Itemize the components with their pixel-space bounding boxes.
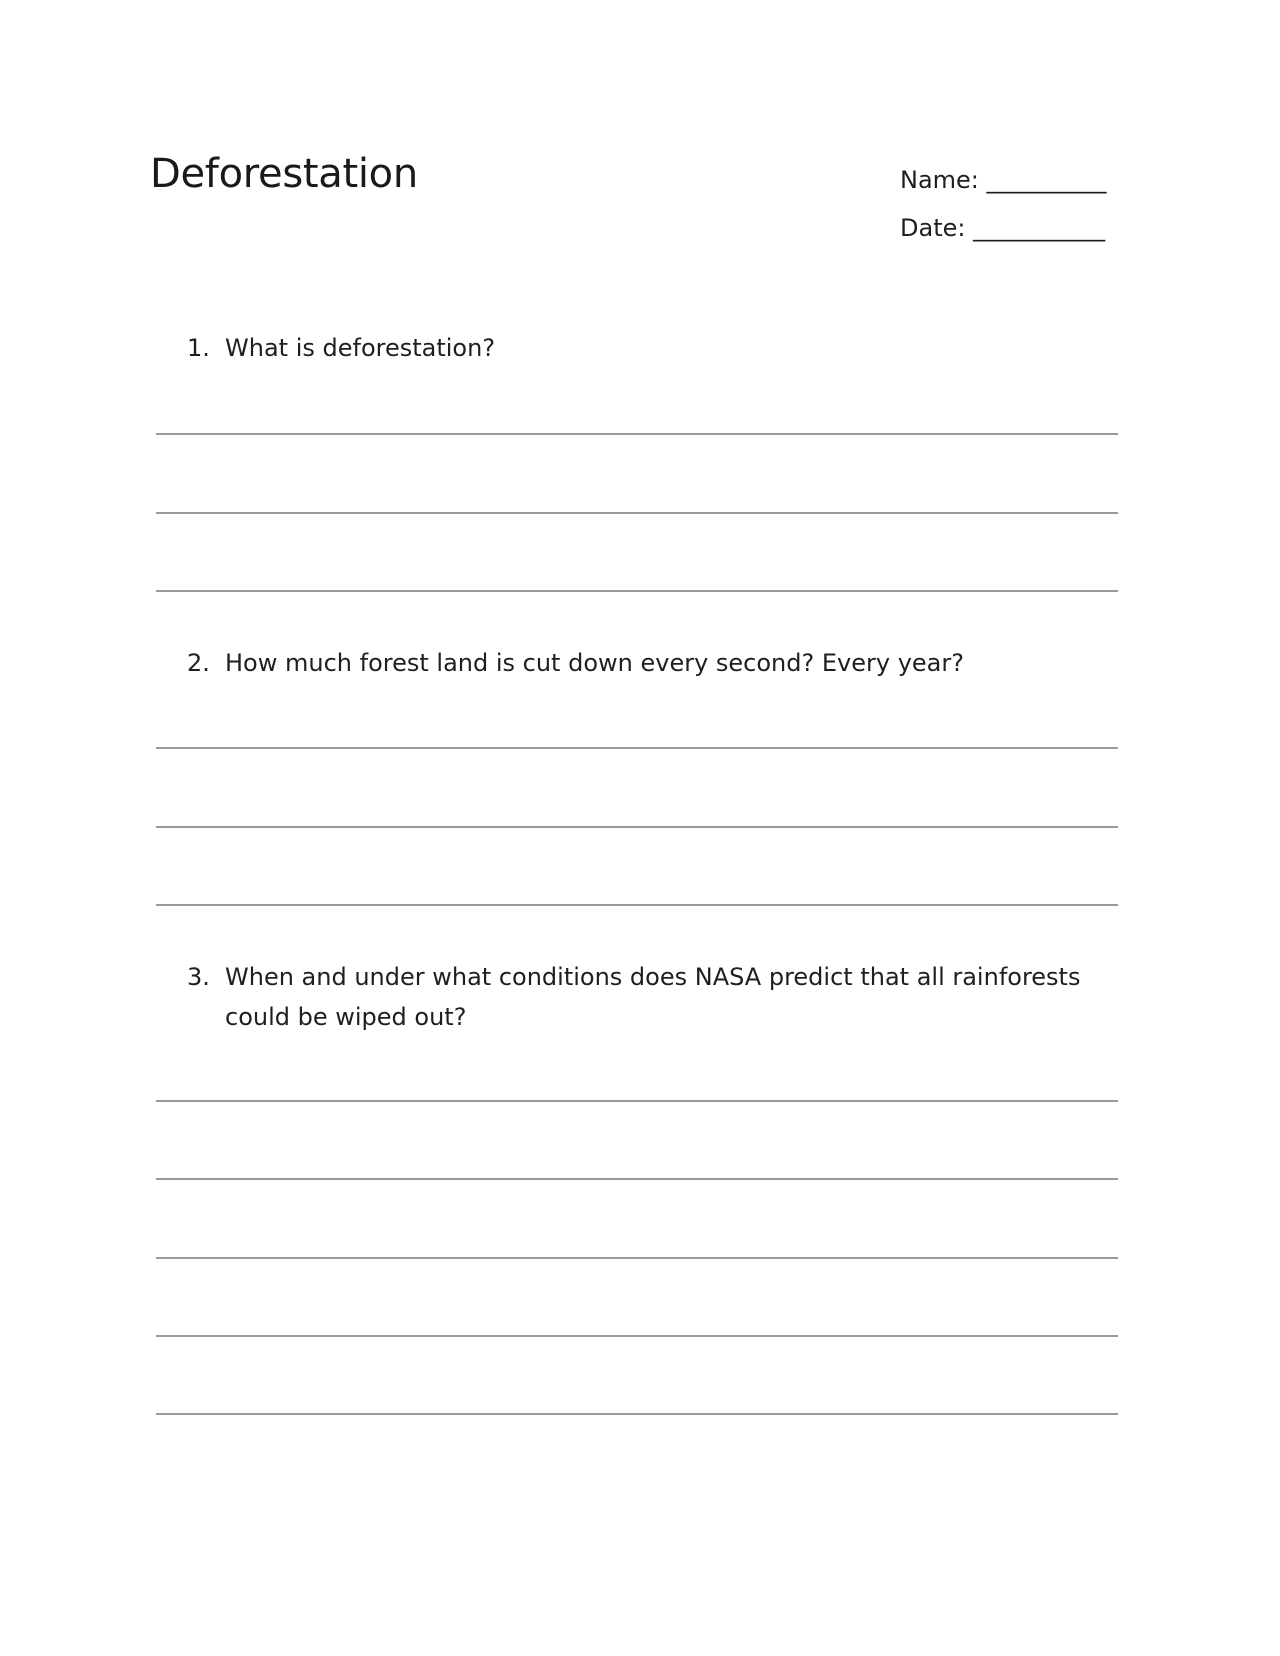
page-title: Deforestation <box>150 151 418 197</box>
date-field: Date: ___________ <box>900 214 1106 242</box>
question-text: How much forest land is cut down every second? Every year? <box>225 649 964 677</box>
question-2 <box>187 643 1107 683</box>
question-3 <box>187 957 1107 1037</box>
name-field: Name: __________ <box>900 166 1107 194</box>
answer-line[interactable] <box>156 1335 1118 1337</box>
question-text: What is deforestation? <box>225 334 496 362</box>
answer-line[interactable] <box>156 747 1118 749</box>
question-1 <box>187 328 1107 368</box>
question-number: 1. <box>187 334 210 362</box>
answer-line[interactable] <box>156 1257 1118 1259</box>
answer-line[interactable] <box>156 590 1118 592</box>
answer-line[interactable] <box>156 826 1118 828</box>
answer-line[interactable] <box>156 1413 1118 1415</box>
question-number: 3. <box>187 963 210 991</box>
answer-line[interactable] <box>156 1100 1118 1102</box>
answer-line[interactable] <box>156 512 1118 514</box>
answer-line[interactable] <box>156 1178 1118 1180</box>
answer-line[interactable] <box>156 904 1118 906</box>
question-text: When and under what conditions does NASA predict that all rainforests could be wiped out? <box>225 963 1081 1031</box>
question-number: 2. <box>187 649 210 677</box>
answer-line[interactable] <box>156 433 1118 435</box>
